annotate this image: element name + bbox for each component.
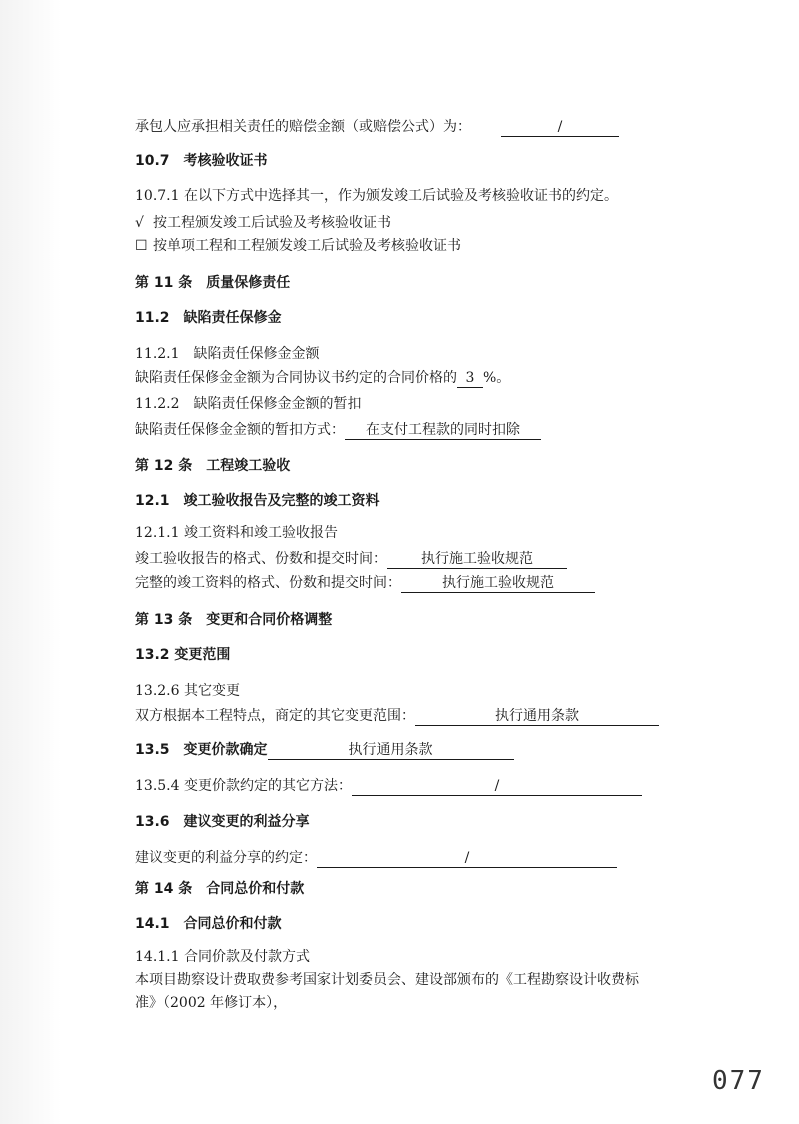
withholding-method-line: [135, 420, 541, 440]
liability-amount-value: /: [501, 118, 619, 137]
article-12-heading: 第 12 条 工程竣工验收: [135, 458, 291, 474]
option-2-label: 按单项工程和工程颁发竣工后试验及考核验收证书: [153, 238, 461, 254]
clause-12-1-1: 12.1.1 竣工资料和竣工验收报告: [135, 525, 338, 541]
completion-docs-line: [135, 573, 595, 593]
clause-13-2-6: 13.2.6 其它变更: [135, 683, 240, 699]
article-14-heading: 第 14 条 合同总价和付款: [135, 881, 305, 897]
page-number: 077: [712, 1066, 765, 1096]
section-heading-13-5: 13.5 变更价款确定: [135, 742, 268, 758]
retention-rate-value: 3: [457, 369, 483, 388]
article-13-heading: 第 13 条 变更和合同价格调整: [135, 612, 333, 628]
fee-basis-line-1: 本项目勘察设计费取费参考国家计划委员会、建设部颁布的《工程勘察设计收费标: [135, 972, 639, 988]
checkmark-icon: √: [135, 215, 144, 231]
other-change-scope-line: [135, 706, 659, 726]
liability-amount-line: [135, 117, 619, 137]
liability-amount-label: 承包人应承担相关责任的赔偿金额（或赔偿公式）为：: [135, 119, 471, 135]
section-13-5-line: [135, 740, 514, 760]
other-change-scope-label: 双方根据本工程特点，商定的其它变更范围：: [135, 708, 415, 724]
option-1-label: 按工程颁发竣工后试验及考核验收证书: [153, 215, 391, 231]
withholding-method-value: 在支付工程款的同时扣除: [345, 421, 541, 440]
fee-basis-line-2: 准》（2002 年修订本），: [135, 995, 288, 1011]
benefit-sharing-label: 建议变更的利益分享的约定：: [135, 850, 317, 866]
withholding-method-label: 缺陷责任保修金金额的暂扣方式：: [135, 422, 345, 438]
clause-11-2-1: 11.2.1 缺陷责任保修金金额: [135, 346, 320, 362]
option-2: [135, 236, 461, 256]
section-heading-12-1: 12.1 竣工验收报告及完整的竣工资料: [135, 493, 380, 509]
section-heading-14-1: 14.1 合同总价和付款: [135, 916, 282, 932]
completion-docs-label: 完整的竣工资料的格式、份数和提交时间：: [135, 575, 401, 591]
completion-docs-value: 执行施工验收规范: [401, 574, 595, 593]
report-format-value: 执行施工验收规范: [387, 550, 567, 569]
option-1: [135, 213, 391, 233]
report-format-line: [135, 549, 567, 569]
report-format-label: 竣工验收报告的格式、份数和提交时间：: [135, 551, 387, 567]
section-heading-13-6: 13.6 建议变更的利益分享: [135, 814, 310, 830]
retention-rate-label: 缺陷责任保修金金额为合同协议书约定的合同价格的: [135, 370, 457, 386]
section-heading-10-7: 10.7 考核验收证书: [135, 153, 268, 169]
section-heading-11-2: 11.2 缺陷责任保修金: [135, 310, 282, 326]
retention-rate-line: [135, 368, 510, 388]
checkbox-empty-icon: ☐: [135, 238, 148, 254]
scan-edge: [0, 0, 62, 1124]
benefit-sharing-line: [135, 848, 617, 868]
clause-14-1-1: 14.1.1 合同价款及付款方式: [135, 949, 310, 965]
clause-10-7-1: 10.7.1 在以下方式中选择其一，作为颁发竣工后试验及考核验收证书的约定。: [135, 188, 618, 204]
retention-rate-unit: %。: [483, 370, 511, 386]
article-11-heading: 第 11 条 质量保修责任: [135, 275, 291, 291]
benefit-sharing-value: /: [317, 849, 617, 868]
clause-13-5-4-label: 13.5.4 变更价款约定的其它方法：: [135, 778, 352, 794]
other-change-scope-value: 执行通用条款: [415, 707, 659, 726]
change-price-value: 执行通用条款: [268, 741, 514, 760]
clause-13-5-4-line: [135, 776, 642, 796]
section-heading-13-2: 13.2 变更范围: [135, 647, 231, 663]
clause-11-2-2: 11.2.2 缺陷责任保修金金额的暂扣: [135, 396, 362, 412]
other-method-value: /: [352, 777, 642, 796]
